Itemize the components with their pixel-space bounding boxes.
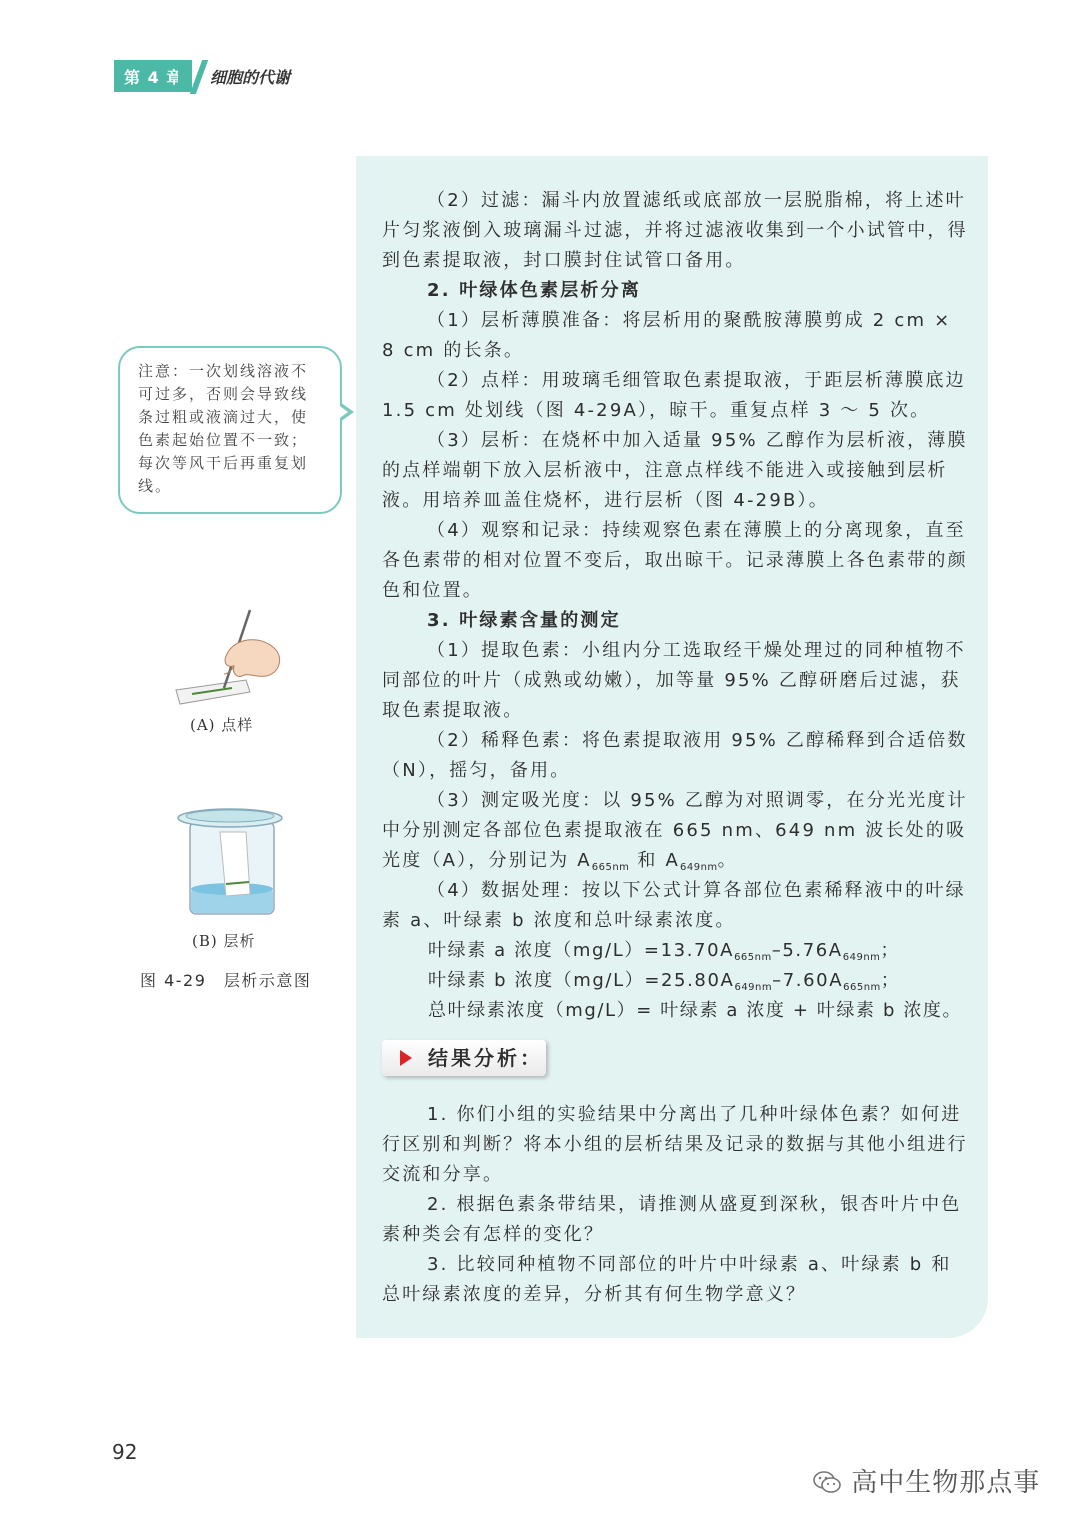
- question-1: 1. 你们小组的实验结果中分离出了几种叶绿体色素？如何进行区别和判断？将本小组的层析结果及记录的数据与其他小组进行交流和分享。: [382, 1104, 968, 1185]
- paragraph-membrane: （1）层析薄膜准备：将层析用的聚酰胺薄膜剪成 2 cm × 8 cm 的长条。: [382, 310, 952, 361]
- figure-a-caption: (A) 点样: [190, 716, 254, 734]
- chapter-tag-slant: [178, 60, 192, 92]
- note-text: 注意：一次划线溶液不可过多，否则会导致线条过粗或液滴过大，使色素起始位置不一致；每次等风干后再重复划线。: [138, 362, 309, 495]
- spotting-illustration: [172, 606, 292, 716]
- wechat-icon: [812, 1469, 842, 1495]
- paragraph-observe: （4）观察和记录：持续观察色素在薄膜上的分离现象，直至各色素带的相对位置不变后，取出晾干。记录薄膜上各色素带的颜色和位置。: [382, 520, 968, 601]
- paragraph-chromatography: （3）层析：在烧杯中加入适量 95% 乙醇作为层析液，薄膜的点样端朝下放入层析液中，注意点样线不能进入或接触到层析液。用培养皿盖住烧杯，进行层析（图 4-29B）。: [382, 430, 968, 511]
- watermark-text: 高中生物那点事: [851, 1468, 1041, 1498]
- heading-separation: 2. 叶绿体色素层析分离: [427, 280, 642, 301]
- play-marker-icon: [400, 1050, 412, 1066]
- result-analysis-heading: [382, 1040, 546, 1076]
- paragraph-filter: （2）过滤：漏斗内放置滤纸或底部放一层脱脂棉，将上述叶片匀浆液倒入玻璃漏斗过滤，并将过滤液收集到一个小试管中，得到色素提取液，封口膜封住试管口备用。: [382, 190, 968, 271]
- chapter-number: 第 4 章: [124, 68, 184, 87]
- note-bubble-pointer-inner: [337, 404, 348, 420]
- result-analysis-label: 结果分析：: [428, 1046, 543, 1070]
- heading-measurement: 3. 叶绿素含量的测定: [427, 610, 621, 631]
- beaker-illustration: [176, 802, 286, 922]
- paragraph-data-processing: （4）数据处理：按以下公式计算各部位色素稀释液中的叶绿素 a、叶绿素 b 浓度和总叶绿素浓度。: [382, 880, 966, 931]
- watermark: [812, 1462, 1040, 1499]
- paragraph-dilute: （2）稀释色素：将色素提取液用 95% 乙醇稀释到合适倍数（N），摇匀，备用。: [382, 730, 968, 781]
- formula-total-chlorophyll: 总叶绿素浓度（mg/L）= 叶绿素 a 浓度 + 叶绿素 b 浓度。: [428, 1000, 963, 1021]
- formula-chlorophyll-b: 叶绿素 b 浓度$(mg/L)=25.80A_{649nm}-7.60A_{665nm}$；: [428, 970, 901, 993]
- figure-caption: 图 4-29 层析示意图: [140, 971, 312, 990]
- paragraph-spotting: （2）点样：用玻璃毛细管取色素提取液，于距层析薄膜底边 1.5 cm 处划线（图 4-29A），晾干。重复点样 3 ～ 5 次。: [382, 370, 966, 421]
- paragraph-extract: （1）提取色素：小组内分工选取经干燥处理过的同种植物不同部位的叶片（成熟或幼嫩），加等量 95% 乙醇研磨后过滤，获取色素提取液。: [382, 640, 966, 721]
- chapter-divider: [190, 60, 208, 94]
- chapter-title: 细胞的代谢: [210, 68, 291, 87]
- main-content: [382, 186, 970, 1310]
- formula-chlorophyll-a: 叶绿素 a 浓度$(mg/L)=13.70A_{665nm}-5.76A_{649nm}$；: [428, 940, 901, 963]
- figure-b-caption: (B) 层析: [192, 932, 256, 950]
- paragraph-absorbance: （3）测定吸光度：以 95% 乙醇为对照调零，在分光光度计中分别测定各部位色素提取液在 665 nm、649 nm 波长处的吸光度（A），分别记为 $A_{665nm}$ 和 $A_{649nm}$。: [382, 790, 968, 873]
- page-number: 92: [112, 1440, 138, 1464]
- question-2: 2. 根据色素条带结果，请推测从盛夏到深秋，银杏叶片中色素种类会有怎样的变化？: [382, 1194, 962, 1245]
- question-3: 3. 比较同种植物不同部位的叶片中叶绿素 a、叶绿素 b 和总叶绿素浓度的差异，分析其有何生物学意义？: [382, 1254, 952, 1305]
